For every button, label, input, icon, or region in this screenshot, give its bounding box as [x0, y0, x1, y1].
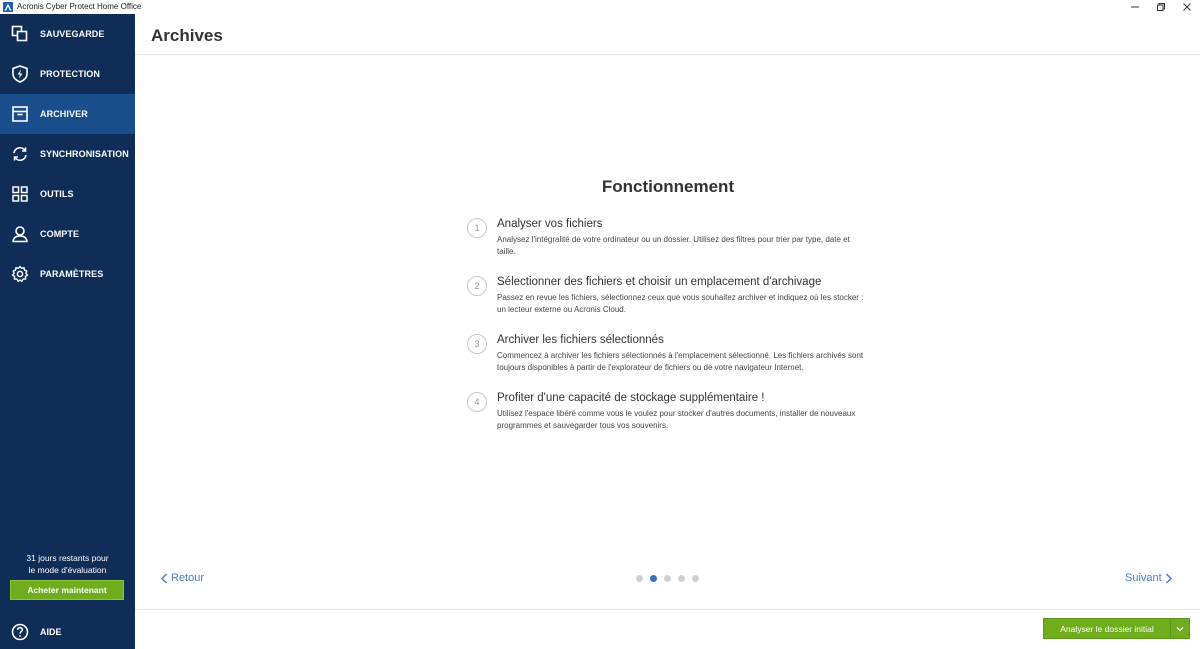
trial-text-line1: 31 jours restants pour — [26, 553, 109, 563]
backup-icon — [10, 24, 30, 44]
page-dot[interactable] — [664, 575, 671, 582]
chevron-right-icon — [1165, 573, 1173, 584]
page-header — [135, 14, 1200, 55]
step-number: 1 — [467, 218, 487, 238]
sidebar-item-synchronisation[interactable] — [0, 134, 135, 174]
analyze-dropdown-button[interactable] — [1170, 619, 1189, 638]
step-description: Analysez l'intégralité de votre ordinateur ou un dossier. Utilisez des filtres pour trier par type, date et taille. — [497, 235, 850, 256]
sidebar-item-aide[interactable] — [0, 614, 135, 649]
next-link[interactable] — [1125, 572, 1173, 584]
gear-icon — [10, 264, 30, 284]
chevron-left-icon — [160, 573, 168, 584]
archive-icon — [10, 104, 30, 124]
sidebar-item-label: ARCHIVER — [40, 109, 88, 119]
restore-button[interactable] — [1148, 0, 1174, 14]
page-title: Archives — [151, 26, 223, 45]
step-description: Commencez à archiver les fichiers sélectionnés à l'emplacement sélectionné. Les fichiers archivés sont toujours disponibles à partir de l'explorateur de fichiers ou de votre navigateur Internet. — [497, 351, 864, 372]
sidebar-item-archiver[interactable] — [0, 94, 135, 134]
sync-icon — [10, 144, 30, 164]
sidebar-item-label: COMPTE — [40, 229, 80, 239]
step-description: Passez en revue les fichiers, sélectionnez ceux que vous souhaitez archiver et indiquez où les stocker : un lecteur externe ou Acronis Cloud. — [497, 293, 864, 314]
close-window-button[interactable] — [1174, 0, 1200, 14]
sidebar-item-label: PARAMÈTRES — [40, 269, 104, 279]
analyze-initial-folder-button[interactable]: Analyser le dossier initial — [1060, 623, 1154, 634]
page-indicator — [636, 575, 706, 582]
next-label: Suivant — [1125, 572, 1162, 584]
step-title: Archiver les fichiers sélectionnés — [497, 334, 664, 346]
step-title: Profiter d'une capacité de stockage supplémentaire ! — [497, 392, 765, 404]
step-description: Utilisez l'espace libéré comme vous le voulez pour stocker d'autres documents, installer de nouveaux programmes et sauvegarder tous vos souvenirs. — [497, 409, 856, 430]
section-title: Fonctionnement — [601, 177, 735, 196]
step-number: 3 — [467, 334, 487, 354]
title-bar — [0, 0, 1200, 14]
user-icon — [10, 224, 30, 244]
sidebar-item-protection[interactable] — [0, 54, 135, 94]
back-link[interactable] — [160, 572, 204, 584]
acronis-logo-icon — [3, 2, 13, 12]
chevron-down-icon — [1176, 626, 1184, 632]
help-label: AIDE — [40, 626, 62, 637]
footer-bar — [135, 609, 1200, 649]
step-number: 2 — [467, 276, 487, 296]
minimize-button[interactable] — [1122, 0, 1148, 14]
analyze-split-button — [1043, 618, 1190, 639]
sidebar — [0, 14, 135, 649]
help-icon — [10, 622, 30, 642]
sidebar-item-parametres[interactable] — [0, 254, 135, 294]
sidebar-item-label: PROTECTION — [40, 69, 101, 79]
step-title: Analyser vos fichiers — [497, 218, 603, 230]
page-dot[interactable] — [692, 575, 699, 582]
trial-text-line2: le mode d'évaluation — [28, 565, 107, 575]
sidebar-item-label: SAUVEGARDE — [40, 29, 105, 39]
sidebar-item-compte[interactable] — [0, 214, 135, 254]
back-label: Retour — [171, 572, 205, 584]
sidebar-item-outils[interactable] — [0, 174, 135, 214]
buy-now-button[interactable]: Acheter maintenant — [10, 580, 124, 600]
sidebar-item-sauvegarde[interactable] — [0, 14, 135, 54]
tools-grid-icon — [10, 184, 30, 204]
sidebar-item-label: OUTILS — [40, 189, 74, 199]
sidebar-item-label: SYNCHRONISATION — [40, 149, 129, 159]
trial-notice — [0, 552, 135, 576]
window-title: Acronis Cyber Protect Home Office — [17, 2, 142, 11]
step-number: 4 — [467, 392, 487, 412]
page-dot[interactable] — [678, 575, 685, 582]
step-title: Sélectionner des fichiers et choisir un emplacement d'archivage — [497, 276, 822, 288]
page-dot-active[interactable] — [650, 575, 657, 582]
page-dot[interactable] — [636, 575, 643, 582]
shield-icon — [10, 64, 30, 84]
